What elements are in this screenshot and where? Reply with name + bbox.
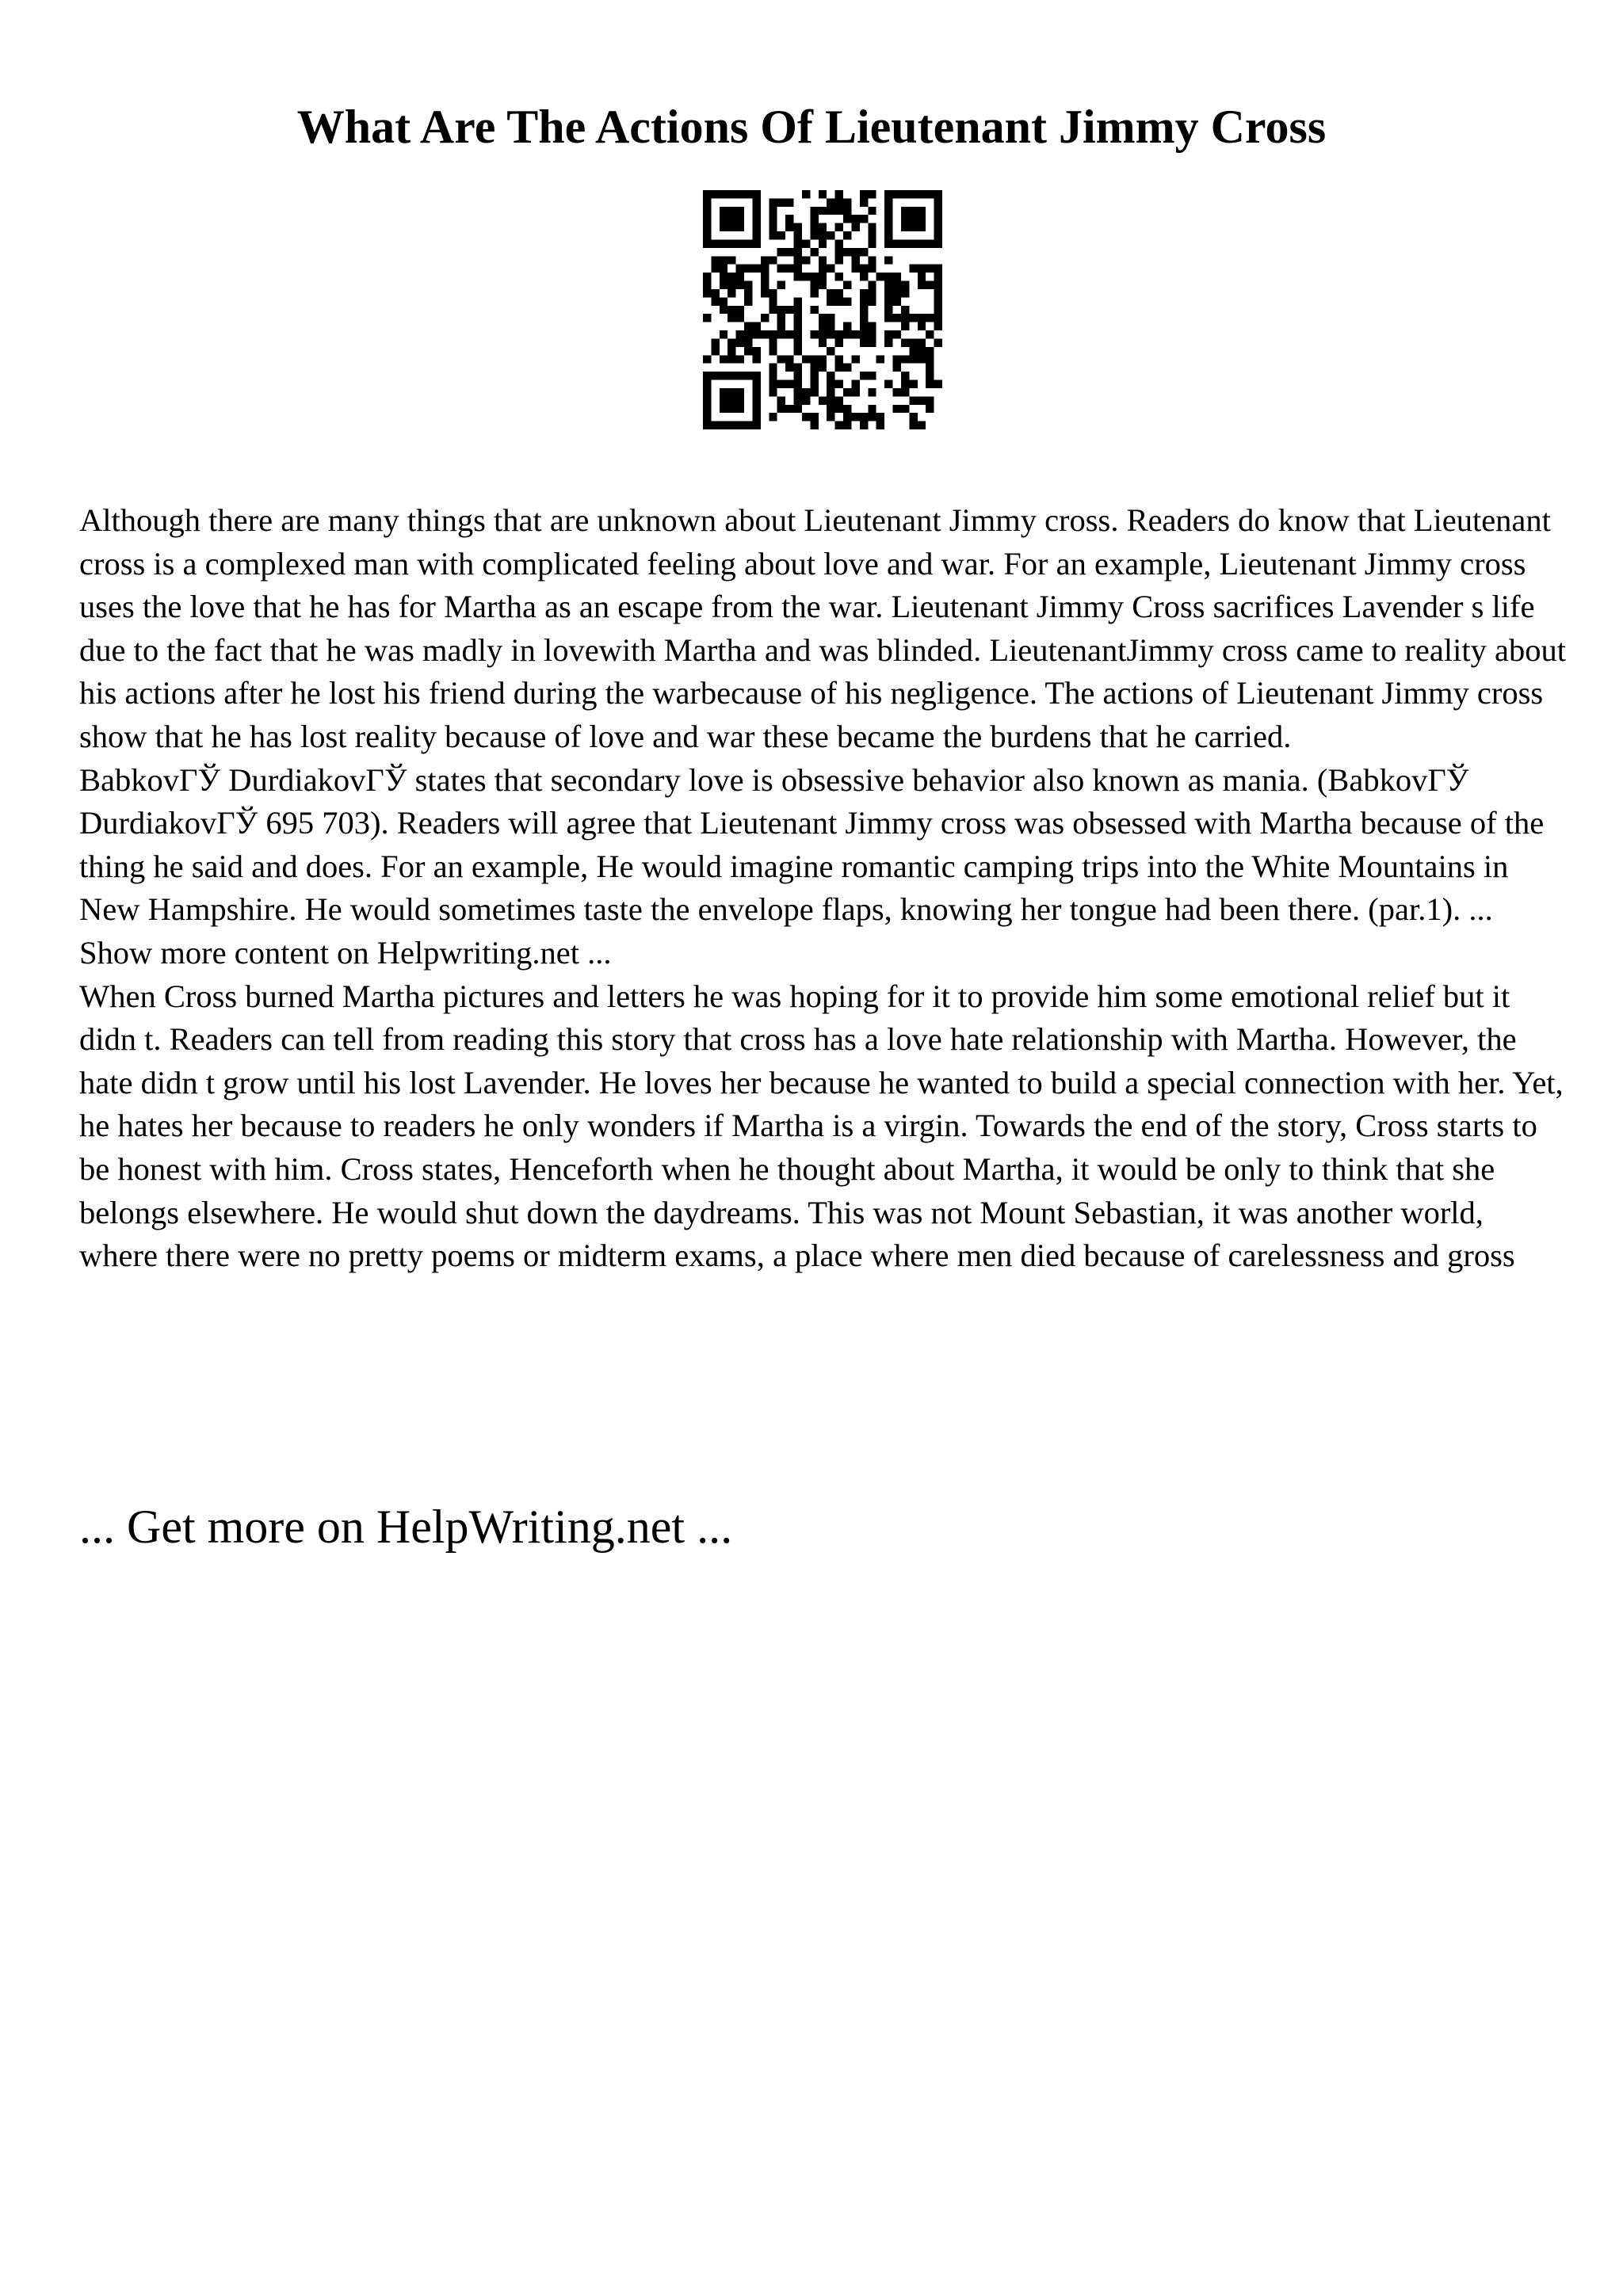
- paragraph: BabkovГЎ DurdiakovГЎ states that secondary love is obsessive behavior also known as mania. (BabkovГЎ DurdiakovГЎ 695 703). Readers will agree that Lieutenant Jimmy cross was obsessed with Martha because of the thing he said and does. For an example, He would imagine romantic camping trips into the White Mountains in New Hampshire. He would sometimes taste the envelope flaps, knowing her tongue had been there. (par.1). ... Show more content on Helpwriting.net ...: [79, 761, 1545, 971]
- paragraph: When Cross burned Martha pictures and letters he was hoping for it to provide him some emotional relief but it didn t. Readers can tell from reading this story that cross has a love hate relationship with Martha. However, the hate didn t grow until his lost Lavender. He loves her because he wanted to build a special connection with her. Yet, he hates her because to readers he only wonders if Martha is a virgin. Towards the end of the story, Cross starts to be honest with him. Cross states, Henceforth when he thought about Martha, it would be only to think that she belongs elsewhere. He would shut down the daydreams. This was not Mount Sebastian, it was another world, where there were no pretty poems or midterm exams, a place where men died because of carelessness and gross: [79, 978, 1564, 1274]
- get-more-link[interactable]: ... Get more on HelpWriting.net ...: [79, 1501, 733, 1553]
- document-title: What Are The Actions Of Lieutenant Jimmy Cross: [296, 101, 1327, 153]
- paragraph: Although there are many things that are unknown about Lieutenant Jimmy cross. Readers do know that Lieutenant cross is a complexed man with complicated feeling about love and war. For an example, Lieutenant Jimmy cross uses the love that he has for Martha as an escape from the war. Lieutenant Jimmy Cross sacrifices Lavender s life due to the fact that he was madly in lovewith Martha and was blinded. LieutenantJimmy cross came to reality about his actions after he lost his friend during the warbecause of his negligence. The actions of Lieutenant Jimmy cross show that he has lost reality because of love and war these became the burdens that he carried.: [79, 502, 1566, 754]
- document-body: [79, 499, 1569, 1278]
- qr-code-icon: [703, 190, 942, 429]
